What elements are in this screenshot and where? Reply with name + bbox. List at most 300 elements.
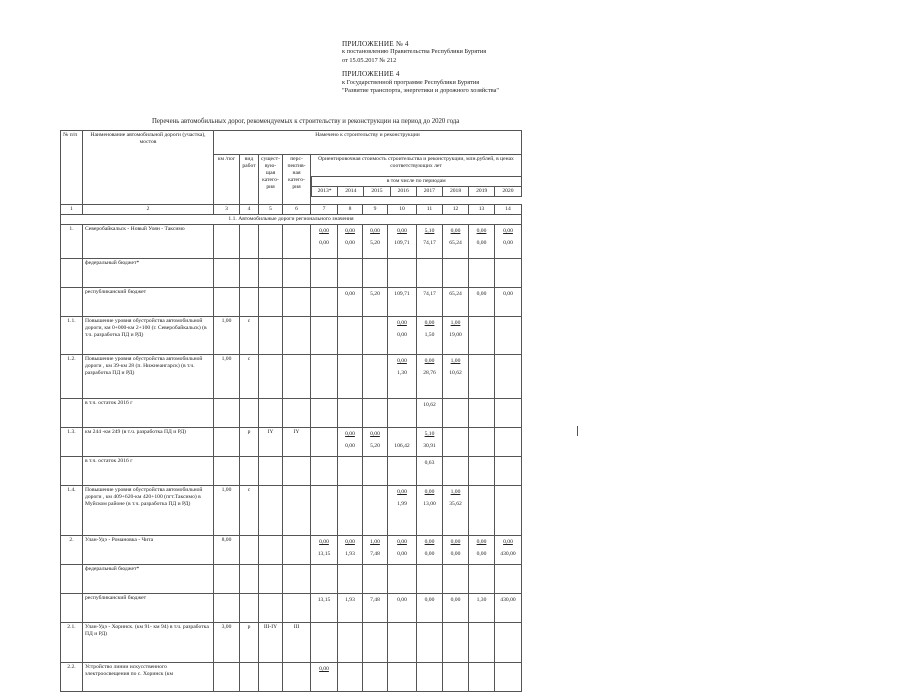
row-name: Повышение уровня обустройства автомобильной дороги , км 409+620-км 420+100 (пгт.Таксимо) в Муйском районе (в т.ч. разработка ПД и РД) — [83, 486, 214, 536]
col-work-header: вид работ — [240, 155, 259, 205]
cost-value: 0,00 — [424, 551, 435, 557]
row-existing-category: IY — [259, 428, 283, 457]
cost-value — [388, 678, 416, 690]
cost-value — [417, 609, 442, 621]
column-index: 8 — [338, 205, 363, 215]
cost-value — [495, 609, 521, 621]
row-km — [214, 399, 240, 428]
cost-cell — [469, 457, 495, 486]
year-header: 2020 — [495, 187, 521, 197]
cost-value-planned — [443, 262, 468, 274]
cost-value — [338, 501, 362, 513]
cost-value: 19,00 — [449, 332, 462, 338]
cost-value-planned: 0,00 — [476, 228, 487, 234]
cost-value: 0,00 — [397, 332, 407, 338]
cost-cell — [338, 288, 363, 317]
decree-date: от 15.05.2017 № 212 — [342, 56, 397, 64]
cost-value — [363, 274, 387, 286]
cost-value-planned: 0,00 — [397, 358, 407, 364]
cost-cell — [443, 594, 469, 623]
table-row — [61, 594, 522, 623]
cost-value-planned: 10,62 — [423, 402, 436, 408]
cost-value — [388, 609, 416, 621]
cost-cell — [363, 565, 388, 594]
row-existing-category — [259, 355, 283, 399]
cost-value-planned: 0,63 — [424, 460, 435, 466]
cost-value-planned: 0,00 — [397, 539, 407, 545]
cost-value — [338, 303, 362, 315]
row-km — [214, 428, 240, 457]
cost-value-planned — [363, 262, 387, 274]
cost-value — [443, 414, 468, 426]
year-header: 2017 — [416, 187, 442, 197]
cost-value — [469, 501, 494, 513]
cost-cell — [443, 536, 469, 565]
row-perspective-category — [283, 594, 311, 623]
table-row — [61, 317, 522, 355]
cost-cell — [363, 536, 388, 565]
cost-value: 0,00 — [345, 240, 355, 246]
program-name: "Развитие транспорта, энергетики и дорожного хозяйства" — [342, 87, 499, 95]
cost-value — [495, 332, 521, 344]
cost-cell — [338, 428, 363, 457]
row-name: Устройство линии искусственного электроосвещения по с. Хоринск (км — [83, 663, 214, 692]
cost-value: 430,00 — [500, 551, 516, 557]
cost-value: 13,00 — [423, 501, 436, 507]
margin-mark — [577, 426, 578, 436]
cost-value-planned: 0,00 — [450, 597, 461, 603]
cost-value: 30,91 — [423, 443, 436, 449]
row-perspective-category — [283, 663, 311, 692]
cost-value-planned — [338, 568, 362, 580]
cost-value-planned: 0,00 — [503, 228, 513, 234]
cost-value — [363, 332, 387, 344]
row-work-type — [240, 225, 259, 259]
row-name: км 244 -км 249 (в т.ч. разработка ПД и РД) — [83, 428, 214, 457]
cost-cell — [495, 399, 522, 428]
cost-cell — [443, 317, 469, 355]
cost-cell — [443, 428, 469, 457]
cost-value-planned — [363, 626, 387, 638]
row-km — [214, 663, 240, 692]
cost-value-planned — [495, 358, 521, 370]
cost-value — [338, 414, 362, 426]
cost-value-planned — [338, 320, 362, 332]
cost-cell — [495, 486, 522, 536]
cost-value-planned — [469, 358, 494, 370]
cost-value — [311, 303, 337, 315]
cost-value-planned: 109,71 — [394, 291, 410, 297]
cost-value: 65,24 — [449, 240, 462, 246]
cost-cell — [338, 663, 363, 692]
cost-cell — [417, 317, 443, 355]
year-header: 2018 — [442, 187, 468, 197]
year-header: 2013* — [312, 187, 338, 197]
row-number: 1. — [61, 225, 83, 259]
cost-value — [495, 370, 521, 382]
cost-value-planned — [443, 626, 468, 638]
cost-value: 10,62 — [449, 370, 462, 376]
table-row — [61, 663, 522, 692]
cost-cell — [443, 486, 469, 536]
row-perspective-category — [283, 457, 311, 486]
row-existing-category — [259, 225, 283, 259]
cost-cell — [388, 225, 417, 259]
cost-value-planned: 13,15 — [317, 597, 331, 603]
row-existing-category — [259, 536, 283, 565]
row-name: Улан-Удэ - Романовка - Чита — [83, 536, 214, 565]
cost-value-planned — [338, 626, 362, 638]
row-work-type — [240, 288, 259, 317]
cost-cell — [495, 594, 522, 623]
cost-cell — [311, 428, 338, 457]
cost-value — [363, 501, 387, 513]
cost-value-planned: 430,00 — [500, 597, 516, 603]
cost-value: 35,62 — [449, 501, 462, 507]
cost-value — [469, 580, 494, 592]
cost-value: 0,00 — [450, 551, 461, 557]
cost-cell — [338, 259, 363, 288]
row-perspective-category — [283, 536, 311, 565]
cost-cell — [338, 565, 363, 594]
cost-value-planned — [469, 666, 494, 678]
cost-value-planned — [417, 666, 442, 678]
column-index: 11 — [417, 205, 443, 215]
cost-cell — [469, 594, 495, 623]
cost-cell — [417, 428, 443, 457]
cost-cell — [363, 399, 388, 428]
cost-cell — [443, 663, 469, 692]
cost-value: 0,00 — [345, 443, 355, 449]
cost-cell — [338, 594, 363, 623]
cost-cell — [311, 565, 338, 594]
cost-value-planned: 0,00 — [397, 489, 407, 495]
cost-value-planned — [443, 568, 468, 580]
cost-value-planned — [338, 460, 362, 472]
cost-cell — [469, 317, 495, 355]
column-index: 1 — [61, 205, 83, 215]
cost-cell — [443, 623, 469, 663]
year-header: 2019 — [469, 187, 495, 197]
cost-value — [495, 472, 521, 484]
column-index: 13 — [469, 205, 495, 215]
row-number: 1.4. — [61, 486, 83, 536]
cost-value-planned — [388, 626, 416, 638]
cost-value: 0,00 — [476, 240, 487, 246]
cost-value — [363, 678, 387, 690]
cost-value: 0,00 — [319, 240, 329, 246]
cost-value — [338, 274, 362, 286]
table-row — [61, 457, 522, 486]
cost-cell — [311, 594, 338, 623]
cost-value-planned — [363, 320, 387, 332]
table-row — [61, 399, 522, 428]
section-title: 1.1. Автомобильные дороги регионального значения — [61, 215, 522, 225]
cost-value — [469, 472, 494, 484]
row-name: Повышение уровня обустройства автомобильной дороги , км 39-км 28 (п. Нижнеангарск) (в т.ч. разработка ПД и РД) — [83, 355, 214, 399]
row-km — [214, 594, 240, 623]
col-num-header: № п/п — [61, 131, 83, 205]
cost-cell — [417, 355, 443, 399]
table-row — [61, 623, 522, 663]
cost-value-planned — [417, 568, 442, 580]
cost-cell — [443, 225, 469, 259]
row-existing-category — [259, 565, 283, 594]
table-row — [61, 486, 522, 536]
cost-cell — [417, 594, 443, 623]
cost-value-planned — [495, 568, 521, 580]
cost-cell — [469, 225, 495, 259]
cost-value-planned — [388, 262, 416, 274]
column-index: 4 — [240, 205, 259, 215]
cost-value — [443, 580, 468, 592]
cost-value-planned: 0,00 — [424, 597, 435, 603]
cost-value — [495, 414, 521, 426]
cost-cell — [388, 486, 417, 536]
row-number: 2.2. — [61, 663, 83, 692]
cost-value-planned — [311, 568, 337, 580]
cost-value-planned — [469, 460, 494, 472]
cost-cell — [417, 259, 443, 288]
cost-cell — [311, 663, 338, 692]
cost-cell — [311, 457, 338, 486]
row-perspective-category — [283, 288, 311, 317]
cost-cell — [363, 288, 388, 317]
cost-value-planned — [311, 262, 337, 274]
cost-value: 0,00 — [397, 551, 407, 557]
cost-cell — [363, 355, 388, 399]
cost-cell — [388, 355, 417, 399]
cost-value-planned — [469, 489, 494, 501]
cost-cell — [338, 399, 363, 428]
row-existing-category — [259, 663, 283, 692]
cost-cell — [417, 225, 443, 259]
cost-value — [469, 370, 494, 382]
row-name: в т.ч. остаток 2016 г — [83, 457, 214, 486]
cost-cell — [469, 399, 495, 428]
cost-cell — [311, 225, 338, 259]
cost-cell — [417, 399, 443, 428]
column-index: 3 — [214, 205, 240, 215]
cost-value-planned — [338, 358, 362, 370]
cost-value — [495, 501, 521, 513]
cost-value: 109,71 — [394, 240, 410, 246]
cost-value — [495, 303, 521, 315]
cost-value — [311, 370, 337, 382]
row-work-type: с — [240, 486, 259, 536]
cost-value-planned — [311, 320, 337, 332]
row-km: 1,00 — [214, 486, 240, 536]
cost-value-planned: 0,00 — [397, 597, 407, 603]
table-row — [61, 225, 522, 259]
cost-value-planned — [495, 460, 521, 472]
cost-value — [311, 580, 337, 592]
cost-value — [311, 274, 337, 286]
cost-value-planned — [363, 402, 387, 414]
cost-cell — [388, 663, 417, 692]
row-perspective-category — [283, 317, 311, 355]
cost-value-planned — [363, 358, 387, 370]
cost-value-planned — [338, 402, 362, 414]
cost-value-planned — [363, 489, 387, 501]
row-km — [214, 457, 240, 486]
cost-value — [417, 678, 442, 690]
row-number: 2.1. — [61, 623, 83, 663]
cost-cell — [388, 565, 417, 594]
col-existing-header: сущест-вую-щая катего-рия — [259, 155, 283, 205]
cost-value-planned — [388, 431, 416, 443]
cost-value-planned — [388, 666, 416, 678]
cost-value-planned: 7,48 — [370, 597, 380, 603]
col-perspective-header: перс-пектив-ная катего-рия — [283, 155, 311, 205]
cost-cell — [417, 623, 443, 663]
cost-cell — [443, 457, 469, 486]
cost-cell — [495, 288, 522, 317]
cost-value: 1,30 — [397, 370, 407, 376]
row-work-type — [240, 594, 259, 623]
col-km-header: км /пог — [214, 155, 240, 205]
cost-value-planned — [363, 460, 387, 472]
cost-value — [417, 274, 442, 286]
cost-value-planned — [388, 402, 416, 414]
cost-cell — [469, 623, 495, 663]
cost-value-planned — [443, 666, 468, 678]
row-work-type — [240, 565, 259, 594]
cost-cell — [311, 623, 338, 663]
col-cost-header: Ориентировочная стоимость строительства и реконструкции, млн.рублей, в ценах соответствующих лет — [311, 155, 522, 177]
cost-value — [443, 678, 468, 690]
row-work-type — [240, 663, 259, 692]
cost-value-planned: 5,20 — [370, 291, 380, 297]
cost-cell — [469, 355, 495, 399]
cost-cell — [388, 428, 417, 457]
cost-value-planned — [388, 460, 416, 472]
row-km — [214, 565, 240, 594]
row-name: федеральный бюджет* — [83, 259, 214, 288]
cost-cell — [443, 259, 469, 288]
cost-cell — [311, 536, 338, 565]
cost-value — [338, 370, 362, 382]
cost-value-planned: 0,00 — [476, 291, 487, 297]
cost-value — [311, 609, 337, 621]
cost-value-planned — [443, 460, 468, 472]
cost-cell — [363, 428, 388, 457]
cost-value: 74,17 — [423, 240, 436, 246]
table-row — [61, 288, 522, 317]
cost-cell — [443, 399, 469, 428]
cost-value — [469, 678, 494, 690]
cost-value — [338, 332, 362, 344]
row-existing-category — [259, 399, 283, 428]
cost-value-planned: 0,00 — [424, 358, 435, 364]
row-number: 1.1. — [61, 317, 83, 355]
cost-value-planned: 0,00 — [345, 431, 355, 437]
cost-value-planned: 0,00 — [397, 228, 407, 234]
row-number: 2. — [61, 536, 83, 565]
cost-value: 13,15 — [317, 551, 331, 557]
cost-value-planned: 0,00 — [319, 539, 329, 545]
cost-value-planned: 0,00 — [370, 228, 380, 234]
cost-cell — [417, 536, 443, 565]
cost-cell — [338, 355, 363, 399]
cost-cell — [495, 259, 522, 288]
cost-value-planned: 1,93 — [345, 597, 355, 603]
cost-cell — [469, 663, 495, 692]
cost-cell — [469, 259, 495, 288]
cost-cell — [469, 428, 495, 457]
row-number: 1.3. — [61, 428, 83, 457]
cost-cell — [469, 565, 495, 594]
program-ref: к Государственной программе Республики Бурятия — [342, 78, 480, 86]
cost-value-planned: 0,00 — [345, 291, 355, 297]
cost-value-planned — [469, 568, 494, 580]
cost-value — [363, 472, 387, 484]
row-perspective-category — [283, 565, 311, 594]
cost-value-planned — [417, 262, 442, 274]
cost-value — [311, 332, 337, 344]
cost-value — [443, 609, 468, 621]
cost-value-planned: 1,00 — [450, 489, 461, 495]
cost-cell — [363, 623, 388, 663]
cost-value-planned — [338, 262, 362, 274]
cost-value-planned — [311, 402, 337, 414]
row-perspective-category — [283, 225, 311, 259]
periods-block — [311, 177, 522, 205]
cost-cell — [338, 486, 363, 536]
cost-value-planned — [469, 431, 494, 443]
cost-cell — [443, 288, 469, 317]
cost-cell — [388, 317, 417, 355]
cost-cell — [388, 536, 417, 565]
cost-value — [338, 678, 362, 690]
cost-value-planned: 74,17 — [423, 291, 436, 297]
cost-cell — [363, 259, 388, 288]
cost-value — [363, 609, 387, 621]
cost-cell — [388, 594, 417, 623]
cost-cell — [469, 288, 495, 317]
cost-value-planned — [495, 489, 521, 501]
cost-cell — [469, 536, 495, 565]
cost-value — [443, 274, 468, 286]
row-perspective-category — [283, 486, 311, 536]
cost-value — [495, 443, 521, 455]
cost-cell — [338, 225, 363, 259]
cost-cell — [388, 457, 417, 486]
cost-cell — [363, 225, 388, 259]
cost-value-planned — [363, 568, 387, 580]
cost-value-planned: 0,00 — [319, 228, 329, 234]
row-perspective-category — [283, 355, 311, 399]
column-index: 2 — [83, 205, 214, 215]
cost-value-planned: 0,00 — [503, 291, 513, 297]
cost-value — [338, 580, 362, 592]
cost-value-planned — [469, 626, 494, 638]
cost-cell — [417, 565, 443, 594]
row-name: республиканский бюджет — [83, 288, 214, 317]
cost-value — [469, 332, 494, 344]
table-row — [61, 428, 522, 457]
cost-value-planned — [311, 431, 337, 443]
table-row — [61, 536, 522, 565]
cost-value — [388, 414, 416, 426]
cost-value — [338, 609, 362, 621]
cost-value-planned: 65,24 — [449, 291, 462, 297]
cost-value — [417, 580, 442, 592]
cost-cell — [311, 259, 338, 288]
cost-cell — [338, 536, 363, 565]
table-row — [61, 259, 522, 288]
periods-header: в том числе по периодам — [312, 177, 522, 187]
